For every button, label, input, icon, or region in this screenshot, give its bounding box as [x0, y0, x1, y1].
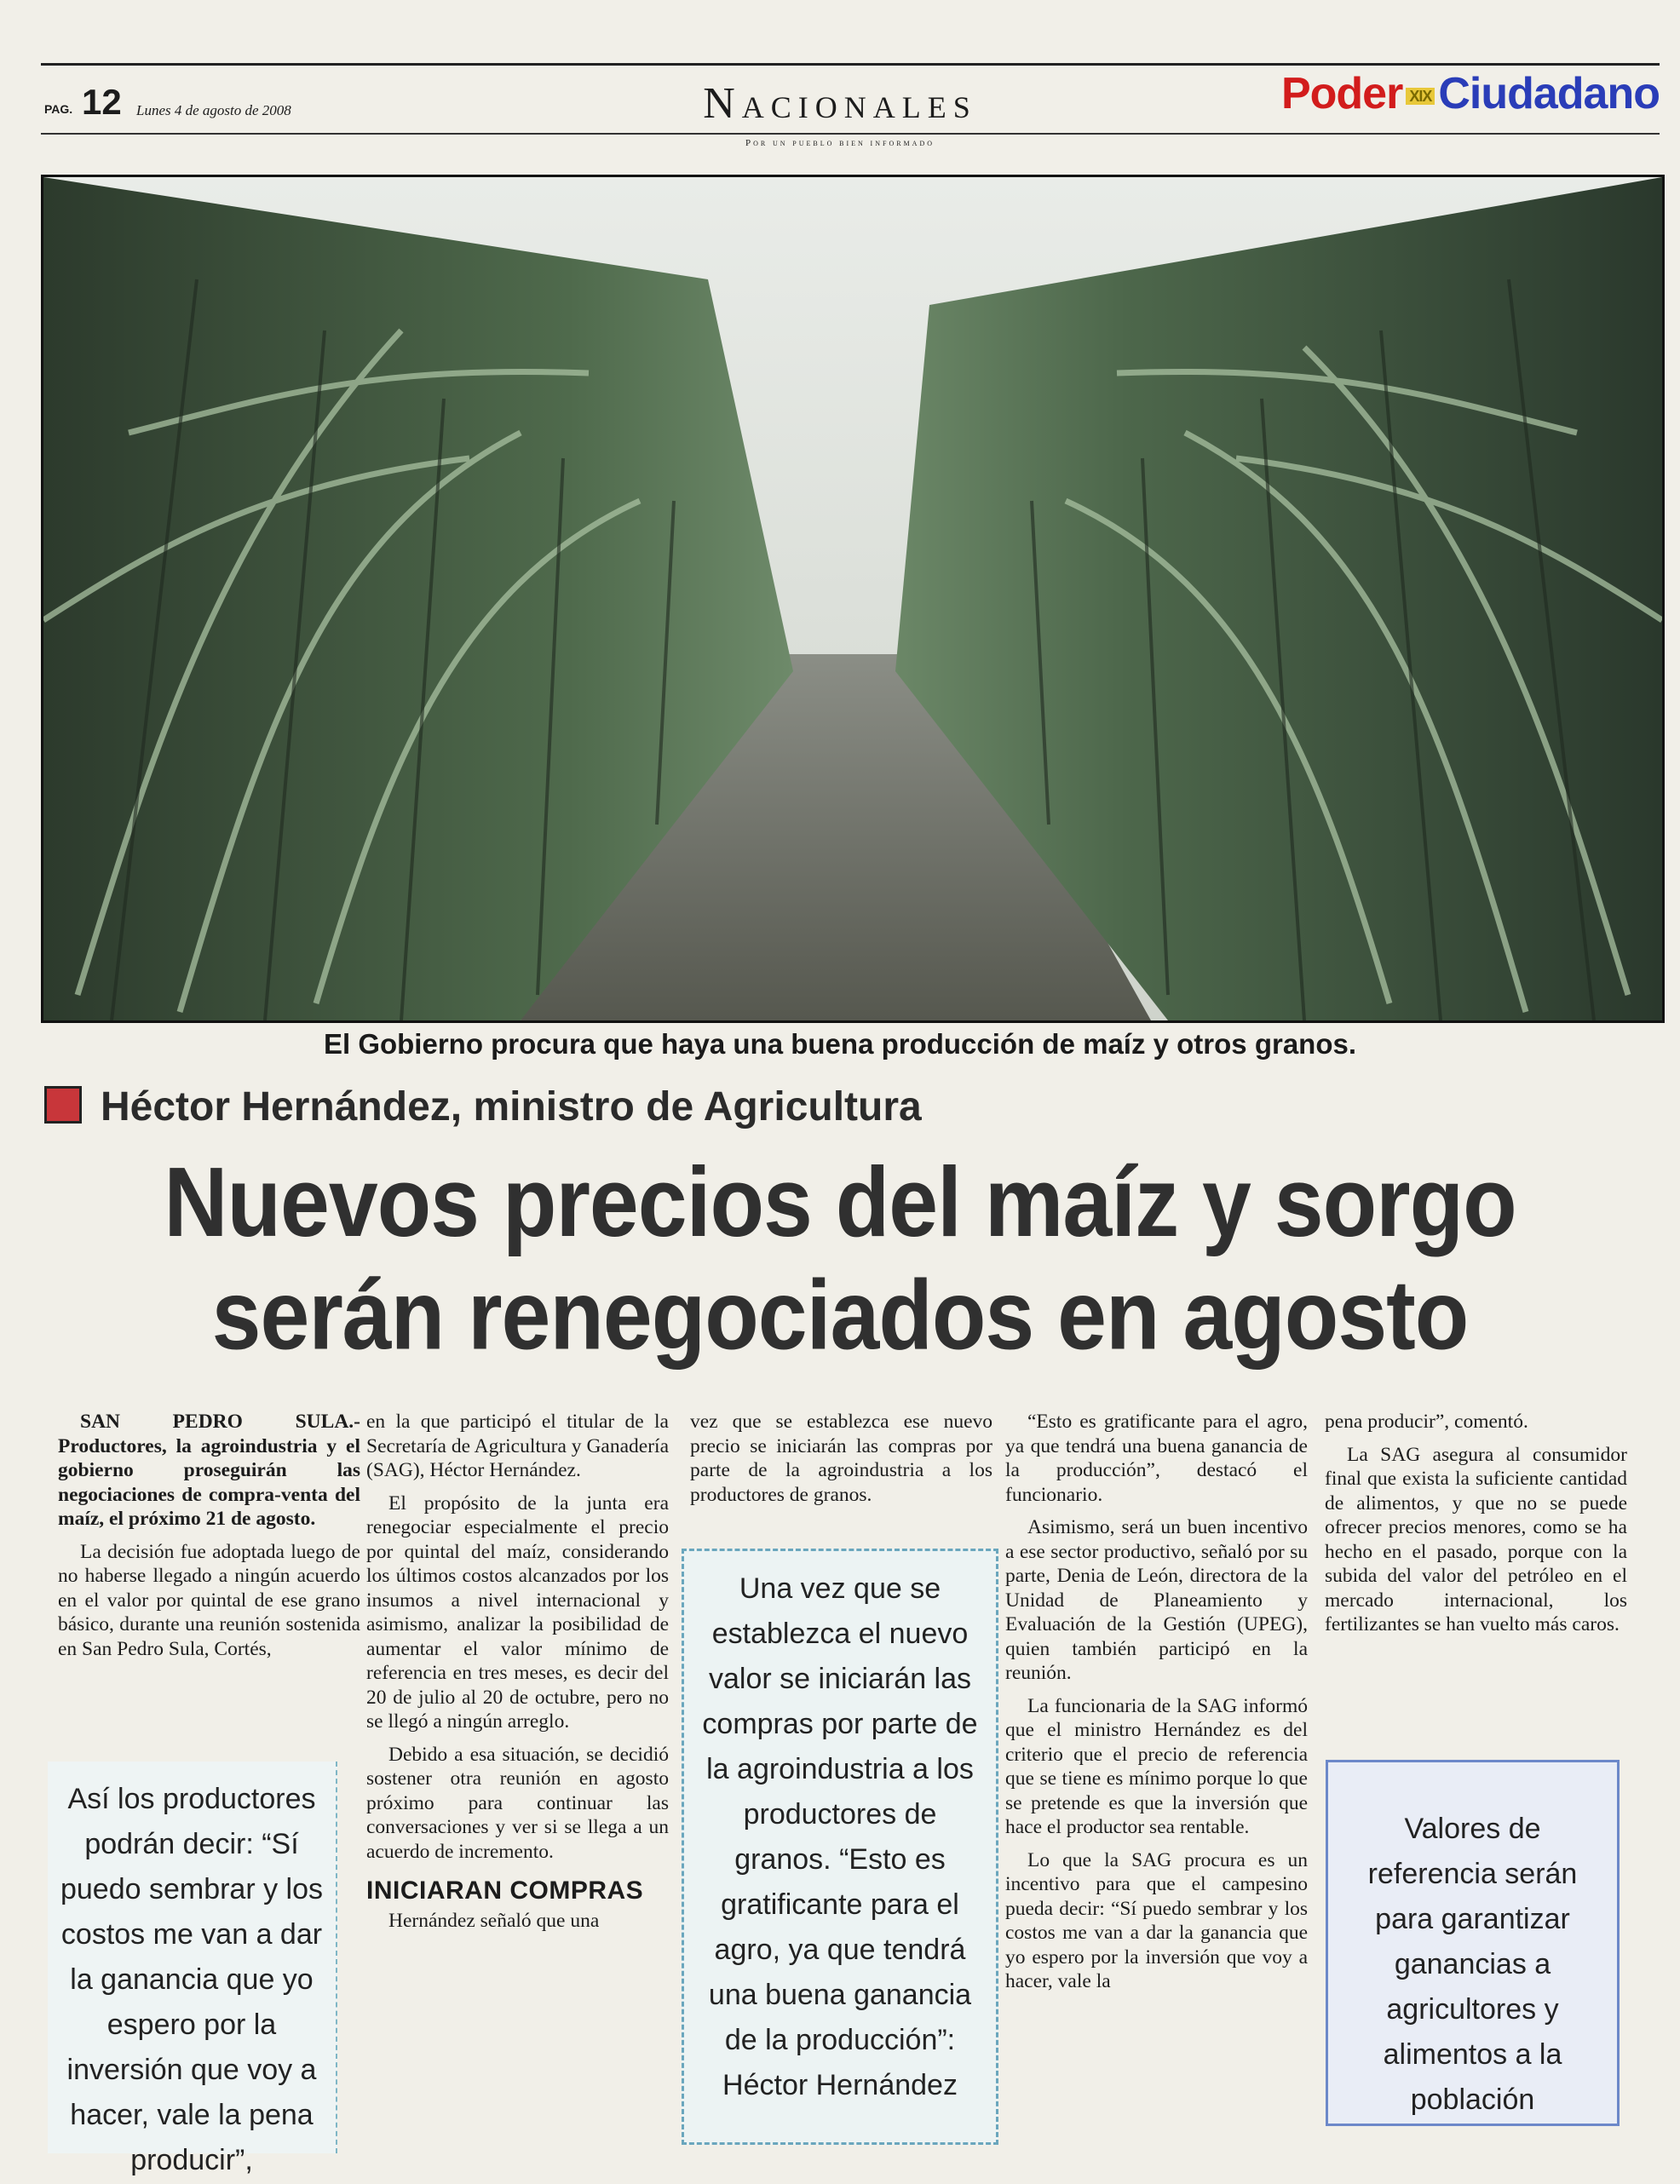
- body-paragraph: vez que se establezca ese nuevo precio se iniciarán las compras por parte de la agroindustria a los productores de granos.: [690, 1411, 992, 1506]
- body-paragraph: La SAG asegura al consumidor final que exista la suficiente cantidad de alimentos, y que no se puede ofrecer precios menores, como se ha hecho en el pasado, porque con la subida del valor del petróleo en el mercado internacional, los fertilizantes se han vuelto más caros.: [1325, 1443, 1627, 1635]
- body-paragraph: Asimismo, será un buen incentivo a ese sector productivo, señaló por su parte, Denia de León, directora de la Unidad de Planeamiento y Evaluación de la Gestión (UPEG), quien también participó en la reunión.: [1005, 1516, 1308, 1684]
- body-paragraph: pena producir”, comentó.: [1325, 1411, 1528, 1433]
- section-rule: [41, 133, 1660, 135]
- brand-ciudadano: Ciudadano: [1438, 69, 1660, 118]
- body-paragraph: La decisión fue adoptada luego de no haberse llegado a ningún acuerdo en el valor por quintal de ese grano básico, durante una reunión sostenida en San Pedro Sula, Cortés,: [58, 1540, 360, 1660]
- kicker-text: Héctor Hernández, ministro de Agricultura: [101, 1084, 922, 1129]
- top-rule: [41, 63, 1660, 66]
- section-title: Nacionales: [703, 79, 977, 128]
- body-paragraph: Lo que la SAG procura es un incentivo para que el campesino pueda decir: “Sí puedo sembrar y los costos me van a dar la ganancia que yo espero por la inversión que voy a hacer, vale la: [1005, 1848, 1308, 1992]
- body-paragraph: La funcionaria de la SAG informó que el ministro Hernández es del criterio que el precio de referencia que se tiene es mínimo porque lo que se pretende es que la inversión que hace el productor sea rentable.: [1005, 1694, 1308, 1838]
- brand-poder: Poder: [1280, 69, 1403, 118]
- column-2: [366, 1410, 669, 1941]
- body-paragraph: en la que participó el titular de la Secretaría de Agricultura y Ganadería (SAG), Héctor Hernández.: [366, 1411, 669, 1481]
- column-1: [58, 1410, 360, 1670]
- kicker: [44, 1083, 922, 1130]
- tagline: Por un pueblo bien informado: [745, 138, 935, 148]
- pull-quote-2: Una vez que se establezca el nuevo valor se iniciarán las compras por parte de la agroindustria a los productores de granos. “Esto es gratificante para el agro, ya que tendrá una buena ganancia de la producción”: Héctor Hernández: [682, 1549, 998, 2145]
- column-3: [690, 1410, 992, 1515]
- body-paragraph: Hernández señaló que una: [388, 1909, 600, 1932]
- subheading: INICIARAN COMPRAS: [366, 1877, 644, 1905]
- lede-paragraph: SAN PEDRO SULA.- Productores, la agroindustria y el gobierno proseguirán las negociaciones de compra-venta del maíz, el próximo 21 de agosto.: [58, 1411, 360, 1530]
- brand-mark: XIX: [1406, 88, 1435, 105]
- pull-quote-3: Valores de referencia serán para garantizar ganancias a agricultores y alimentos a la población: [1326, 1760, 1620, 2126]
- pull-quote-1: Así los productores podrán decir: “Sí puedo sembrar y los costos me van a dar la ganancia que yo espero por la inversión que voy a hacer, vale la pena producir”,: [48, 1762, 337, 2153]
- page-number: 12: [82, 82, 122, 122]
- body-paragraph: “Esto es gratificante para el agro, ya que tendrá una buena ganancia de la producción”, destacó el funcionario.: [1005, 1411, 1308, 1506]
- page-label: PAG.: [44, 102, 73, 116]
- bullet-square-icon: [44, 1086, 82, 1124]
- photo-caption: El Gobierno procura que haya una buena producción de maíz y otros granos.: [323, 1028, 1357, 1060]
- brand-logo: [1281, 68, 1660, 119]
- body-paragraph: El propósito de la junta era renegociar especialmente el precio por quintal del maíz, considerando los últimos costos alcanzados por los insumos a nivel internacional y asimismo, analizar la posibilidad de aumentar el valor mínimo de referencia en tres meses, es decir del 20 de julio al 20 de octubre, pero no se llegó a ningún arreglo.: [366, 1491, 669, 1733]
- body-paragraph: Debido a esa situación, se decidió sostener otra reunión en agosto próximo para continuar las conversaciones y ver si se llega a un acuerdo de incremento.: [366, 1743, 669, 1863]
- column-5: [1325, 1410, 1627, 1646]
- headline-line-1: Nuevos precios del maíz y sorgo: [164, 1147, 1516, 1258]
- issue-date: Lunes 4 de agosto de 2008: [136, 102, 291, 118]
- cornfield-photo: [41, 175, 1665, 1023]
- headline-line-2: serán renegociados en agosto: [211, 1260, 1469, 1371]
- headline: [0, 1147, 1680, 1371]
- column-4: [1005, 1410, 1308, 2003]
